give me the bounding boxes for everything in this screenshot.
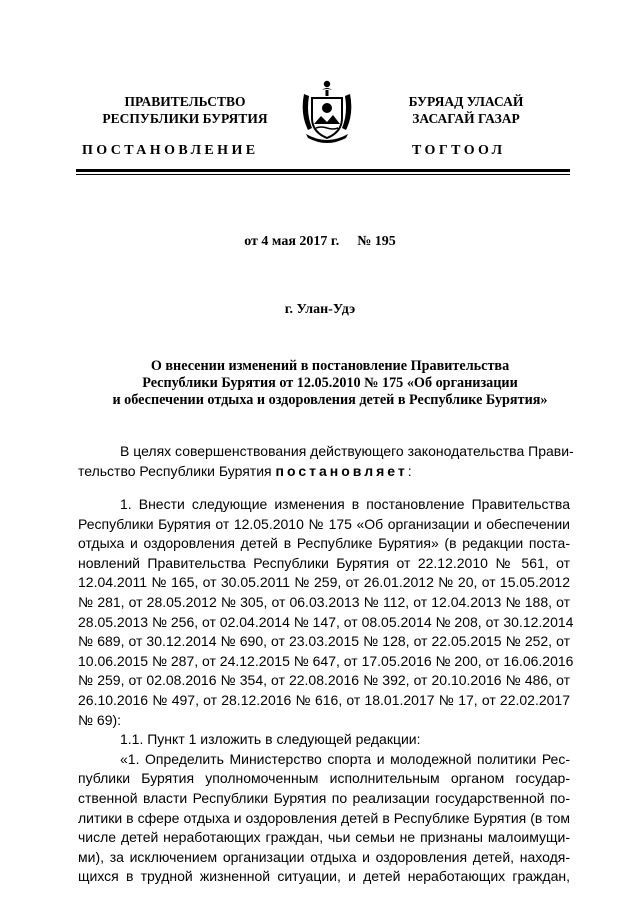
preamble [78, 442, 574, 481]
resolution-body [78, 495, 574, 887]
issuer-bua-line1: БУРЯАД УЛАСАЙ [408, 94, 524, 109]
body-line: 10.06.2015 № 287, от 24.12.2015 № 647, от 17.05.2016 № 200, от 16.06.2016 [78, 652, 574, 669]
body-line: щихся в трудной жизненной ситуации, и детей неработающих граждан, [78, 868, 570, 885]
doc-type-ru: ПОСТАНОВЛЕНИЕ [82, 143, 259, 158]
title-line: О внесении изменений в постановление Правительства [150, 358, 510, 374]
body-line: 28.05.2013 № 256, от 02.04.2014 № 147, от 08.05.2014 № 208, от 30.12.2014 [78, 613, 574, 630]
body-line: «1. Определить Министерство спорта и молодежной политики Рес- [120, 750, 570, 767]
issuer-ru [100, 93, 270, 127]
header-rule-thin [76, 174, 570, 175]
issuer-bua-line2: ЗАСАГАЙ ГАЗАР [412, 111, 520, 126]
body-line: новлений Правительства Республики Бурятия от 22.12.2010 № 561, от [78, 554, 570, 571]
preamble-line: В целях совершенствования действующего законодательства Прави- [120, 443, 574, 459]
issuer-ru-line1: ПРАВИТЕЛЬСТВО [124, 94, 246, 109]
body-line: ственной власти Республики Бурятия по реализации государственной по- [78, 789, 570, 806]
doc-type-bua: ТОГТООЛ [412, 143, 506, 158]
body-line: 26.10.2016 № 497, от 28.12.2016 № 616, от 18.01.2017 № 17, от 22.02.2017 [78, 691, 570, 708]
body-line: ми), за исключением организации отдыха и оздоровления детей, находя- [78, 848, 570, 865]
body-line: Республики Бурятия от 12.05.2010 № 175 «Об организации и обеспечении [78, 515, 570, 532]
body-line: № 281, от 28.05.2012 № 305, от 06.03.2013 № 112, от 12.04.2013 № 188, от [78, 593, 570, 610]
body-line: № 259, от 02.08.2016 № 354, от 22.08.2016 № 392, от 20.10.2016 № 486, от [78, 672, 570, 689]
header-rule-thick [76, 169, 570, 172]
body-line: 1.1. Пункт 1 изложить в следующей редакции: [120, 731, 421, 748]
title-line: и обеспечении отдыха и оздоровления детей в Республике Бурятия» [112, 392, 548, 408]
body-line: № 689, от 30.12.2014 № 690, от 23.03.2015 № 128, от 22.05.2015 № 252, от [78, 633, 570, 650]
coat-of-arms-icon [298, 78, 356, 144]
document-date-number [0, 234, 640, 250]
body-line: публики Бурятия уполномоченным исполнительным органом государ- [78, 770, 570, 787]
preamble-suffix: : [407, 462, 412, 479]
body-line: литики в сфере отдыха и оздоровления детей в Республике Бурятия (в том [78, 809, 570, 826]
issuer-ru-line2: РЕСПУБЛИКИ БУРЯТИЯ [102, 111, 268, 126]
body-line: 12.04.2011 № 165, от 30.05.2011 № 259, от 26.01.2012 № 20, от 15.05.2012 [78, 574, 570, 591]
document-number: № 195 [357, 234, 396, 249]
body-line: отдыха и оздоровления детей в Республике Бурятия» (в редакции поста- [78, 535, 570, 552]
resolution-keyword: постановляет [275, 462, 408, 479]
document-date: от 4 мая 2017 г. [244, 234, 340, 249]
body-line: 1. Внести следующие изменения в постановление Правительства [120, 496, 570, 512]
body-line: № 69): [78, 711, 122, 728]
preamble-prefix: тельство Республики Бурятия [78, 462, 272, 479]
document-title [90, 358, 570, 409]
title-line: Республики Бурятия от 12.05.2010 № 175 «Об организации [142, 375, 518, 391]
body-line: числе детей неработающих граждан, чьи семьи не признаны малоимущи- [78, 829, 570, 846]
issuer-bua [376, 93, 556, 127]
preamble-line [78, 462, 570, 482]
document-city: г. Улан-Удэ [284, 302, 356, 317]
